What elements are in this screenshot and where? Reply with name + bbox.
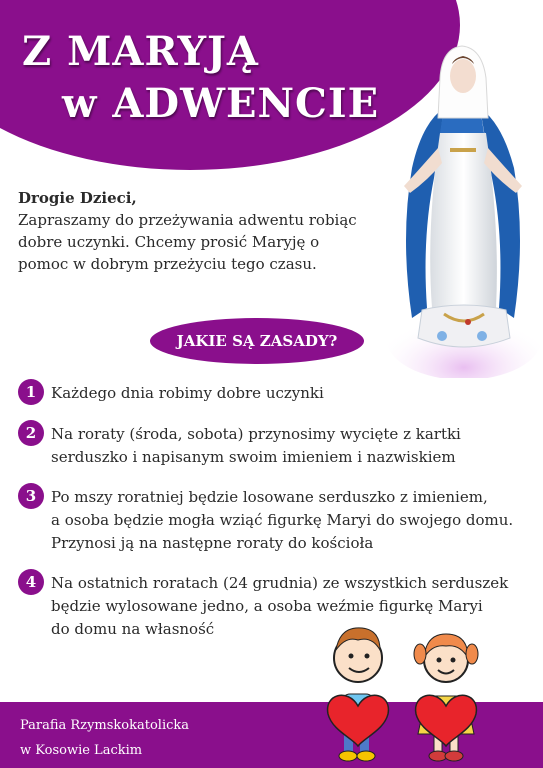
title-line-2: w ADWENCIE [62,80,380,127]
kids-with-hearts-image [318,618,494,768]
rule-text: Na ostatnich roratach (24 grudnia) ze wszystkich serduszek będzie wylosowane jedno, a osoba weźmie figurkę Maryi do domu na własność [51,574,509,638]
rule-item-2 [18,423,461,469]
title-line-1: Z MARYJĄ [22,28,259,75]
rule-number-badge: 1 [18,379,44,405]
intro-body: Zapraszamy do przeżywania adwentu robiąc dobre uczynki. Chcemy prosić Maryję o pomoc w dobrym przeżyciu tego czasu. [18,211,357,273]
rule-item-3 [18,486,513,555]
rule-item-1 [18,382,324,405]
rule-number-badge: 3 [18,483,44,509]
rule-text: Na roraty (środa, sobota) przynosimy wycięte z kartki serduszko i napisanym swoim imieniem i nazwiskiem [51,425,461,466]
rules-heading: JAKIE SĄ ZASADY? [150,318,364,364]
parish-location: w Kosowie Lackim [20,743,143,758]
intro-text [18,187,368,275]
parish-name: Parafia Rzymskokatolicka [20,718,190,733]
rule-text: Każdego dnia robimy dobre uczynki [51,384,324,402]
rule-number-badge: 2 [18,420,44,446]
rule-number-badge: 4 [18,569,44,595]
intro-greeting: Drogie Dzieci, [18,189,137,207]
mary-statue-image [382,38,542,378]
rule-text: Po mszy roratniej będzie losowane serduszko z imieniem, a osoba będzie mogła wziąć figurkę Maryi do swojego domu. Przynosi ją na następne roraty do kościoła [51,488,514,552]
